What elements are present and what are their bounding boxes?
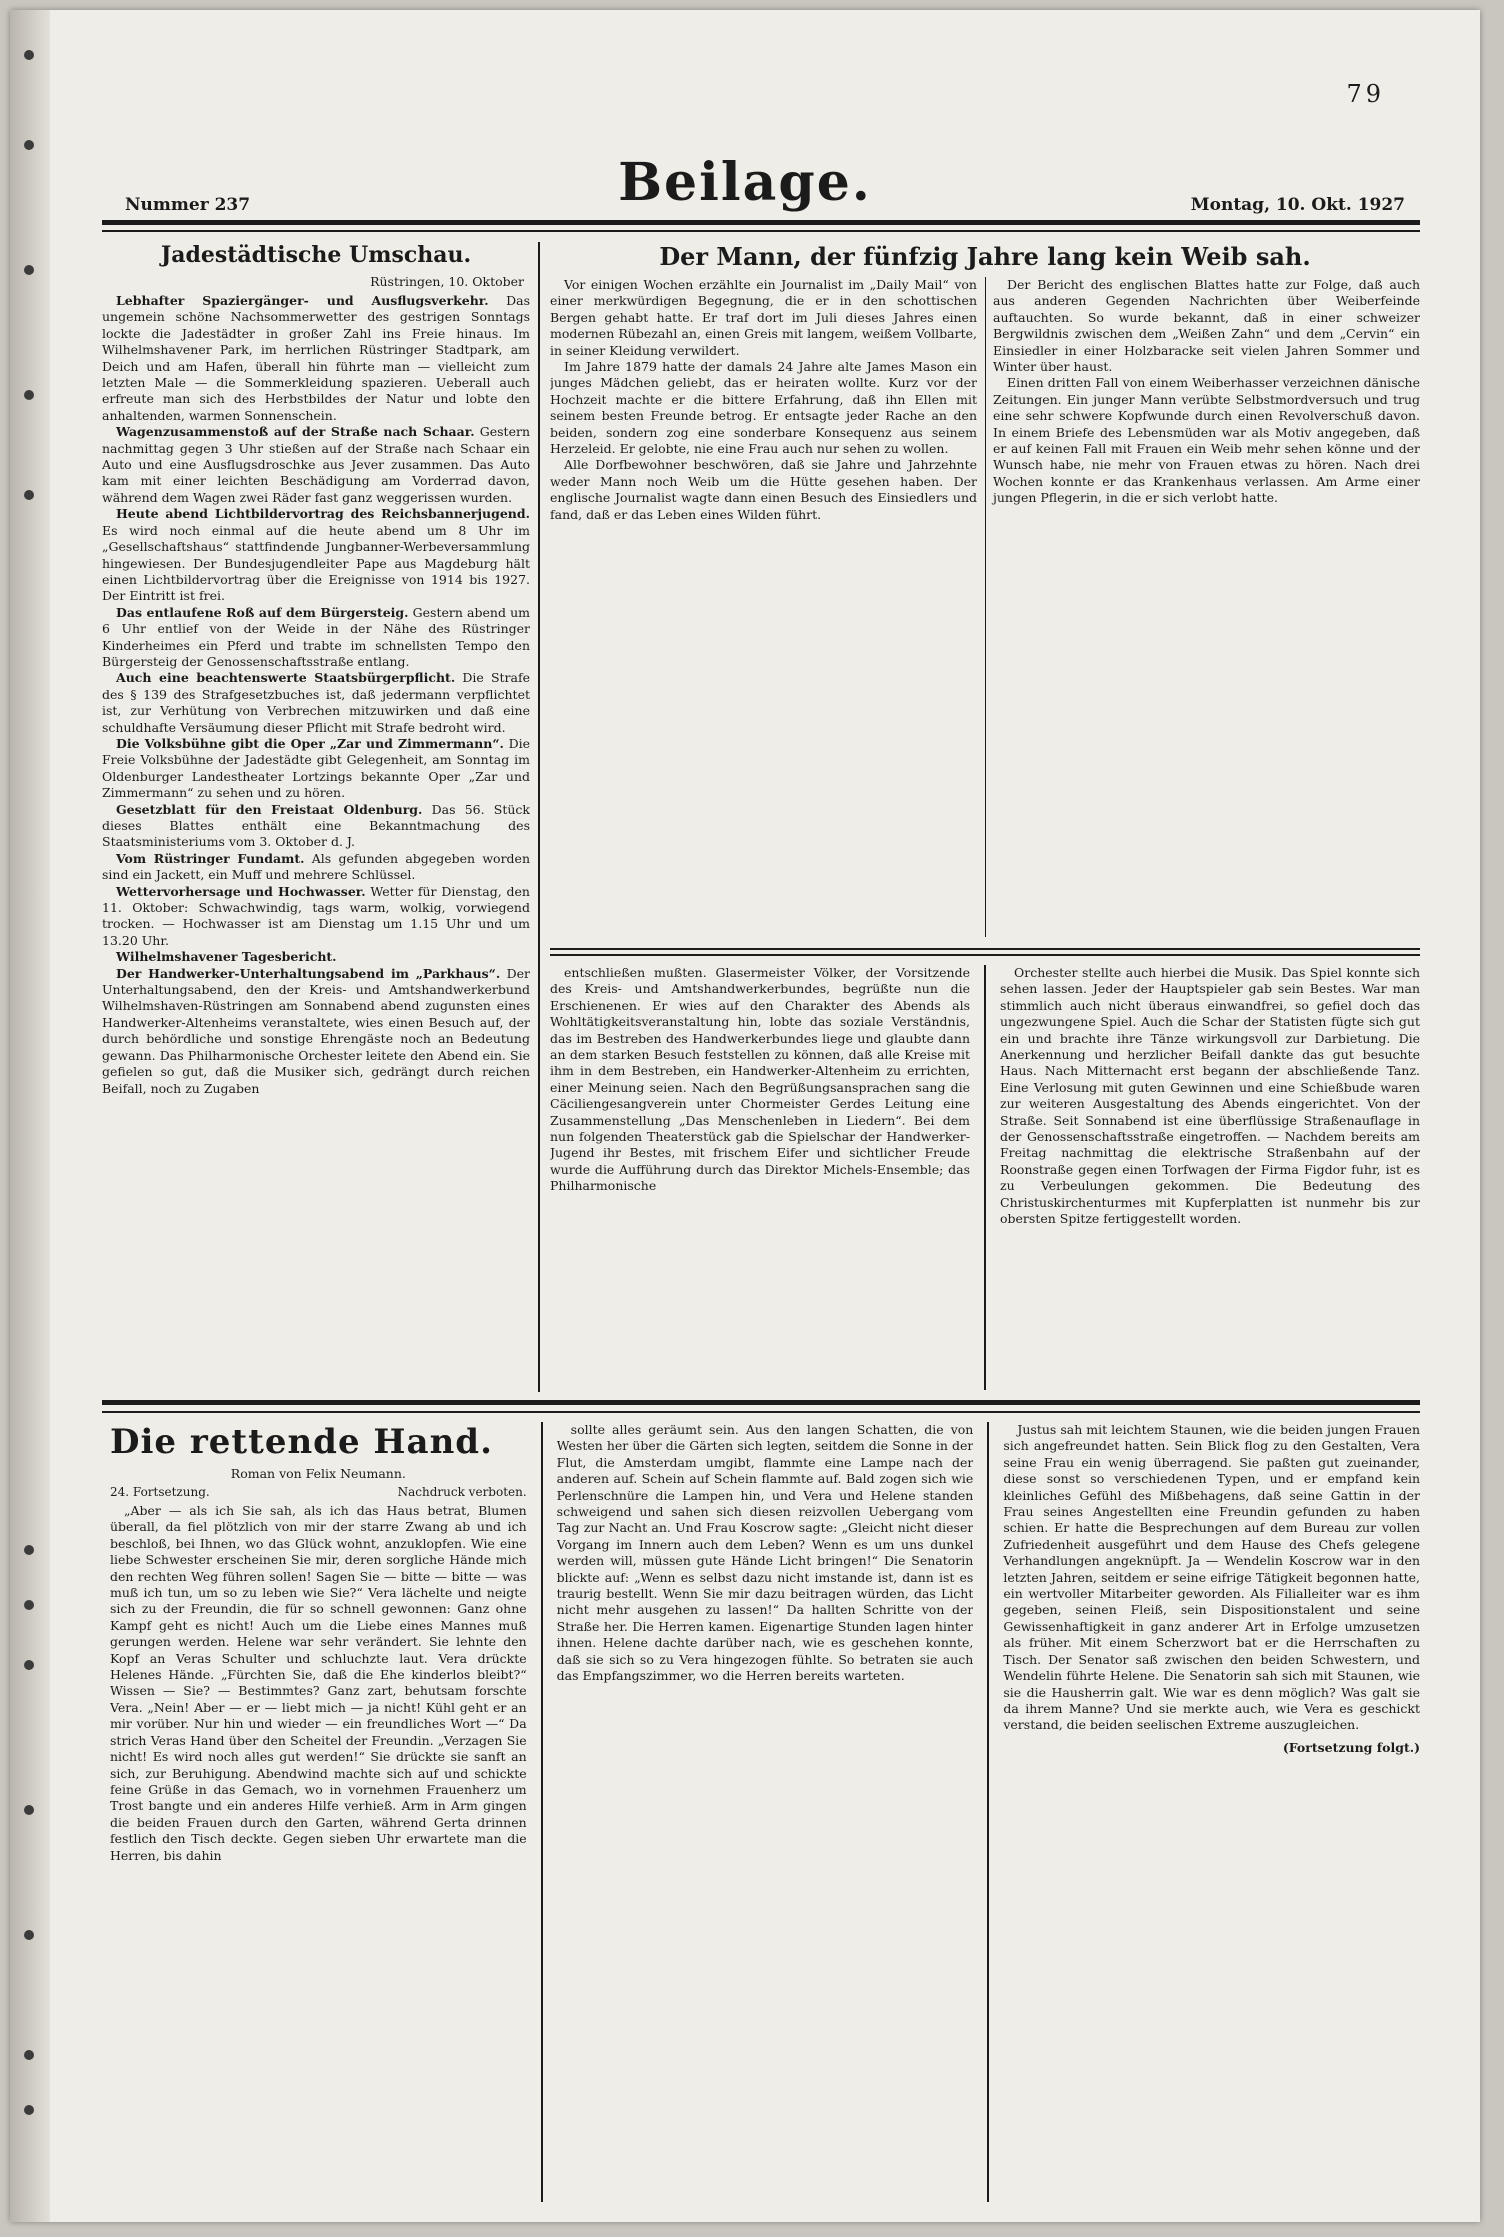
feature-body <box>550 277 1420 937</box>
local-news-item-heading: Gesetzblatt für den Freistaat Oldenburg. <box>116 801 423 817</box>
binding-edge <box>10 10 50 2222</box>
column-divider <box>987 1422 989 2202</box>
column-divider <box>541 1422 543 2202</box>
local-news-item <box>102 506 530 604</box>
novel-text: Justus sah mit leichtem Staunen, wie die beiden jungen Frauen sich angefreundet hatten. Sein Blick flog zu den Gestalten, Vera seine Frau ein wenig überragend. Sie paßten gut zueinander, diese sonst so verschiedenen Typen, und er empfand kein kleinliches Gefühl des Mißbehagens, daß seine Gattin in der Frau seines Angestellten eine Freundin gefunden zu haben schien. Er hatte die Besprechungen auf dem Bureau zur vollen Zufriedenheit ausgeführt und dem Hause des Chefs gelegene Verhandlungen angeknüpft. Ja — Wendelin Koscrow war in den letzten Jahren, seitdem er seine eifrige Tätigkeit begonnen hatte, ein wertvoller Mitarbeiter geworden. Als Filialleiter war es ihm gegeben, seinen Fleiß, sein Dispositionstalent und seine Gewissenhaftigkeit in ganz anderer Art in Erfolge umzusetzen als früher. Mit einem Scherzwort bat er die Herrschaften zu Tisch. Der Senator saß zwischen den beiden Schwestern, und Wendelin führte Helene. Die Senatorin sah sich mit Staunen, wie sie die Hausherrin galt. Wie war es denn möglich? Was galt sie da ihrem Manne? Und sie merkte auch, wie Vera es geschickt verstand, die beiden seelischen Extreme auszugleichen. <box>1003 1422 1420 1733</box>
report-continuation <box>550 965 1420 1390</box>
novel-installment: 24. Fortsetzung. <box>110 1485 210 1499</box>
local-news-dateline: Rüstringen, 10. Oktober <box>370 274 524 289</box>
header-rule-thin <box>102 230 1420 232</box>
local-news-item-text: Gestern abend um 6 Uhr entlief von der Weide in der Nähe des Rüstringer Kinderheimes ein Pferd und trabte im schnellsten Tempo den Bürgersteig der Genossenschaftsstraße entlang. <box>102 604 530 669</box>
local-news-item-text: Der Unterhaltungsabend, den der Kreis- und Amtshandwerkerbund Wilhelmshaven-Rüstringen am Sonnabend abend zugunsten eines Handwerker-Altenheims veranstaltete, wies einen Besuch auf, der durch behördliche und sonstige Ehrengäste noch an Bedeutung gewann. Das Philharmonische Orchester leitete den Abend ein. Sie gefielen so gut, daß die Musiker sich, gedrängt durch reichen Beifall, noch zu Zugaben <box>102 965 530 1096</box>
local-news-item-heading: Wagenzusammenstoß auf der Straße nach Schaar. <box>116 424 475 440</box>
issue-date: Montag, 10. Okt. 1927 <box>1190 195 1405 215</box>
binding-hole <box>24 140 34 150</box>
local-news-item-text: Die Strafe des § 139 des Strafgesetzbuches ist, daß jedermann verpflichtet ist, zur Verhütung von Verbrechen mitzuwirken und daß eine schuldhafte Versäumung dieser Pflicht mit Strafe bedroht wird. <box>102 670 530 735</box>
local-news-item-text: Die Freie Volksbühne der Jadestädte gibt Gelegenheit, am Sonntag im Oldenburger Landestheater Lortzings bekannte Oper „Zar und Zimmermann“ zu sehen und zu hören. <box>102 735 530 801</box>
novel-column <box>557 1422 974 2202</box>
feature-paragraph: Im Jahre 1879 hatte der damals 24 Jahre alte James Mason ein junges Mädchen geliebt, das er heiraten wollte. Kurz vor der Hochzeit machte er die bittere Erfahrung, daß ihn Ellen mit seinem besten Freunde betrog. Er entsagte jeder Rache an den beiden, sondern zog eine sonderbare Konsequenz aus seinem Herzeleid. Er gelobte, nie eine Frau auch nur sehen zu wollen. <box>550 359 977 457</box>
novel-text: „Aber — als ich Sie sah, als ich das Haus betrat, Blumen überall, da fiel plötzlich von mir der starre Zwang ab und ich beschloß, bei Ihnen, wo das Glück wohnt, anzuklopfen. Wie eine liebe Schwester erscheinen Sie mir, deren sorgliche Hände mich den rechten Weg führen sollen! Sagen Sie — bitte — bitte — was muß ich tun, um so zu leben wie Sie?“ Vera lächelte und neigte sich zu der Freundin, die für so schnell gewonnen: Ganz ohne Kampf geht es nicht! Auch um die Liebe eines Mannes muß gerungen werden. Helene war sehr verändert. Sie lehnte den Kopf an Veras Schulter und schluchzte laut. Vera drückte Helenes Hände. „Fürchten Sie, daß die Ehe kinderlos bleibt?“ Wissen — Sie? — Bestimmtes? Ganz zart, behutsam forschte Vera. „Nein! Aber — er — liebt mich — ja nicht! Kühl geht er an mir vorüber. Nur hin und wieder — ein freundliches Wort —“ Da strich Veras Hand über den Scheitel der Freundin. „Verzagen Sie nicht! Es wird noch alles gut werden!“ Sie drückte sie sanft an sich, zur Beruhigung. Abendwind machte sich auf und schickte feine Grüße in das Gemach, wo in vornehmen Frauenherz um Trost bangte und ein anderes Hilfe verhieß. Arm in Arm gingen die beiden Frauen durch den Garten, während Gerta drinnen festlich den Tisch deckte. Gegen sieben Uhr erwartete man die Herren, bis dahin <box>110 1503 527 1863</box>
binding-hole <box>24 1930 34 1940</box>
local-news-item <box>102 424 530 506</box>
feature-paragraph: Der Bericht des englischen Blattes hatte zur Folge, daß auch aus anderen Gegenden Nachrichten über Weiberfeinde auftauchten. So wurde bekannt, daß in einer schweizer Bergwildnis zwischen dem „Weißen Zahn“ und dem „Cervin“ ein Einsiedler in einer Holzbaracke seit vielen Jahren Sommer und Winter über haust. <box>993 277 1420 375</box>
page-number: 79 <box>1346 80 1385 108</box>
novel-meta <box>110 1485 527 1499</box>
masthead-title: Beilage. <box>618 152 872 213</box>
local-news-title: Jadestädtische Umschau. <box>160 242 472 268</box>
continuation-paragraph: entschließen mußten. Glasermeister Völker, der Vorsitzende des Kreis- und Amtshandwerkerbundes, begrüßte nun die Erschienenen. Er wies auf den Charakter des Abends als Wohltätigkeitsveranstaltung hin, lobte das soziale Verständnis, das im Bestreben des Handwerkerbundes liege und glaubte dann an dem starken Besuch feststellen zu können, daß alle Kreise mit ihm in dem Bestreben, ein Handwerker-Altenheim zu errichten, einer Meinung seien. Nach den Begrüßungsansprachen sang die Cäciliengesangverein unter Chormeister Gerdes Leitung eine Zusammenstellung „Das Menschenleben in Liedern“. Bei dem nun folgenden Theaterstück gab die Spielschar der Handwerker-Jugend ihr Bestes, mit frischem Eifer und sichtlicher Freude wurde die Aufführung durch das Direktor Michels-Ensemble; das Philharmonische <box>550 965 970 1194</box>
column-divider <box>984 965 986 1390</box>
local-news-item-text: Als gefunden abgegeben worden sind ein Jackett, ein Muff und mehrere Schlüssel. <box>102 850 530 883</box>
local-news-body <box>102 293 530 1097</box>
local-news-item <box>102 670 530 736</box>
local-news-item <box>102 851 530 884</box>
novel-byline: Roman von Felix Neumann. <box>230 1466 406 1481</box>
section-rule <box>102 1400 1420 1405</box>
header-rule <box>102 220 1420 225</box>
local-news-item-heading: Wilhelmshavener Tagesbericht. <box>116 949 337 965</box>
local-news-item-text: Das 56. Stück dieses Blattes enthält eine Bekanntmachung des Staatsministeriums vom 3. Oktober d. J. <box>102 801 530 850</box>
local-news-item <box>102 966 530 1097</box>
feature-article <box>550 242 1420 942</box>
feature-title: Der Mann, der fünfzig Jahre lang kein Weib sah. <box>659 242 1311 271</box>
binding-hole <box>24 390 34 400</box>
binding-hole <box>24 1660 34 1670</box>
local-news-item-heading: Wettervorhersage und Hochwasser. <box>116 883 366 899</box>
novel-column <box>110 1422 527 2202</box>
local-news-column <box>102 242 530 1390</box>
continuation-paragraph: Orchester stellte auch hierbei die Musik. Das Spiel konnte sich sehen lassen. Jeder der Hauptspieler gab sein Bestes. War man stimmlich auch nicht überaus einwandfrei, so gefiel doch das ungezwungene Spiel. Auch die Schar der Statisten fügte sich gut ein und brachte ihre Tänze wirkungsvoll zur Darbietung. Die Anerkennung und herzlicher Beifall dankte das gut besuchte Haus. Nach Mitternacht erst begann der abschließende Tanz. Eine Verlosung mit guten Gewinnen und eine Schießbude waren zur weiteren Ausgestaltung des Abends eingerichtet. Von der Straße. Seit Sonnabend ist eine überflüssige Straßenauflage in der Genossenschaftsstraße eingetroffen. — Nachdem bereits am Freitag nachmittag die elektrische Straßenbahn auf der Roonstraße gegen einen Torfwagen der Firma Figdor fuhr, ist es zu Verbeulungen gekommen. Die Bedeutung des Christuskirchenturmes mit Kupferplatten ist nunmehr bis zur obersten Spitze fertiggestellt worden. <box>1000 965 1420 1227</box>
feature-paragraph: Alle Dorfbewohner beschwören, daß sie Jahre und Jahrzehnte weder Mann noch Weib um die Hütte gesehen haben. Der englische Journalist wagte dann einen Besuch des Einsiedlers und fand, daß er das Leben eines Wilden führt. <box>550 457 977 522</box>
binding-hole <box>24 265 34 275</box>
local-news-item <box>102 949 530 965</box>
binding-hole <box>24 50 34 60</box>
local-news-item-heading: Der Handwerker-Unterhaltungsabend im „Parkhaus“. <box>116 965 501 981</box>
continuation-columns <box>550 965 1420 1390</box>
local-news-item-text: Wetter für Dienstag, den 11. Oktober: Schwachwindig, tags warm, wolkig, vorwiegend trocken. — Hochwasser ist am Dienstag um 1.15 Uhr und um 13.20 Uhr. <box>102 883 530 948</box>
local-news-item <box>102 802 530 851</box>
local-news-item-text: Gestern nachmittag gegen 3 Uhr stießen auf der Straße nach Schaar ein Auto und eine Ausflugsdroschke aus Jever zusammen. Das Auto kam mit einer leichten Beschädigung am Vorderrad davon, während dem Wagen zwei Räder fast ganz weggerissen wurden. <box>102 424 530 505</box>
novel-column <box>1003 1422 1420 2202</box>
local-news-item-heading: Heute abend Lichtbildervortrag des Reichsbannerjugend. <box>116 506 530 522</box>
novel-columns <box>110 1422 1420 2202</box>
binding-hole <box>24 2105 34 2115</box>
column-divider <box>538 242 540 1392</box>
section-rule-thin <box>102 1411 1420 1413</box>
binding-hole <box>24 1805 34 1815</box>
local-news-item-heading: Auch eine beachtenswerte Staatsbürgerpflicht. <box>116 670 456 686</box>
binding-hole <box>24 2050 34 2060</box>
novel-section <box>110 1422 1420 2202</box>
newspaper-page <box>10 10 1480 2222</box>
local-news-item-heading: Die Volksbühne gibt die Oper „Zar und Zimmermann“. <box>116 735 504 751</box>
local-news-item <box>102 884 530 950</box>
novel-title: Die rettende Hand. <box>110 1422 493 1462</box>
section-rule <box>550 954 1420 956</box>
binding-hole <box>24 490 34 500</box>
local-news-item-heading: Lebhafter Spaziergänger- und Ausflugsverkehr. <box>116 293 489 308</box>
local-news-item-text: Es wird noch einmal auf die heute abend um 8 Uhr im „Gesellschaftshaus“ stattfindende Jungbanner-Werbeversammlung hingewiesen. Der Bundesjugendleiter Pape aus Magdeburg hält einen Lichtbildervortrag über die Ereignisse von 1914 bis 1927. Der Eintritt ist frei. <box>102 522 530 604</box>
feature-paragraph: Vor einigen Wochen erzählte ein Journalist im „Daily Mail“ von einer merkwürdigen Begegnung, die er in den schottischen Bergen gehabt hatte. Er traf dort im Juli dieses Jahres einen modernen Rübezahl an, einen Greis mit langem, weißem Vollbarte, in seiner Kleidung verwildert. <box>550 277 977 358</box>
local-news-item-heading: Vom Rüstringer Fundamt. <box>116 850 305 866</box>
issue-number: Nummer 237 <box>125 195 251 215</box>
novel-text: sollte alles geräumt sein. Aus den langen Schatten, die von Westen her über die Gärten sich legten, seitdem die Sonne in der Flut, die Amsterdam umgibt, flammte eine Lampe nach der anderen auf. Schein auf Schein flammte auf. Bald zogen sich wie Perlenschnüre die Lampen hin, und Vera und Helene standen schweigend und sahen sich diesen reizvollen Uebergang vom Tag zur Nacht an. Und Frau Koscrow sagte: „Gleicht nicht dieser Vorgang im Innern auch dem Leben? Wenn es um uns dunkel werden will, müssen gute Hände Licht bringen!“ Die Senatorin blickte auf: „Wenn es selbst dazu nicht imstande ist, dann ist es traurig bestellt. Wenn Sie mir dazu beitragen würden, das Licht nicht mehr ausgehen zu lassen!“ Da hallten Schritte von der Straße her. Die Herren kamen. Eigenartige Stunden lagen hinter ihnen. Helene dachte darüber nach, wie es geschehen konnte, daß sie sich so zu Vera hingezogen fühlte. So betraten sie auch das Empfangszimmer, wo die Herren bereits warteten. <box>556 1422 974 1684</box>
binding-hole <box>24 1545 34 1555</box>
local-news-item-heading: Das entlaufene Roß auf dem Bürgersteig. <box>116 604 409 620</box>
local-news-item-text: Das ungemein schöne Nachsommerwetter des gestrigen Sonntags lockte die Jadestädter in großer Zahl ins Freie hinaus. Im Wilhelmshavener Park, im herrlichen Rüstringer Stadtpark, am Deich und am Hafen, überall hin führte man — vielleicht zum letzten Male — die Sommerkleidung spazieren. Ueberall auch erfreute man sich des Herbstbildes der Natur und lobte den anhaltenden, warmen Sonnenschein. <box>102 293 530 423</box>
local-news-item <box>102 736 530 802</box>
local-news-item <box>102 293 530 424</box>
section-rule <box>550 948 1420 950</box>
local-news-item <box>102 605 530 671</box>
novel-rights: Nachdruck verboten. <box>397 1485 527 1499</box>
feature-paragraph: Einen dritten Fall von einem Weiberhasser verzeichnen dänische Zeitungen. Ein junger Mann verübte Selbstmordversuch und trug eine sehr schwere Kopfwunde durch einen Revolverschuß davon. In einem Briefe des Lebensmüden war als Motiv angegeben, daß er auf keinen Fall mit Frauen ein Weib mehr sehen könne und der Wunsch habe, nie mehr von Frauen etwas zu hören. Nach drei Wochen konnte er das Krankenhaus verlassen. Am Arme einer jungen Pflegerin, in die er sich verlobt hatte. <box>993 375 1420 506</box>
binding-hole <box>24 1600 34 1610</box>
continued-note: (Fortsetzung folgt.) <box>1282 1739 1420 1755</box>
